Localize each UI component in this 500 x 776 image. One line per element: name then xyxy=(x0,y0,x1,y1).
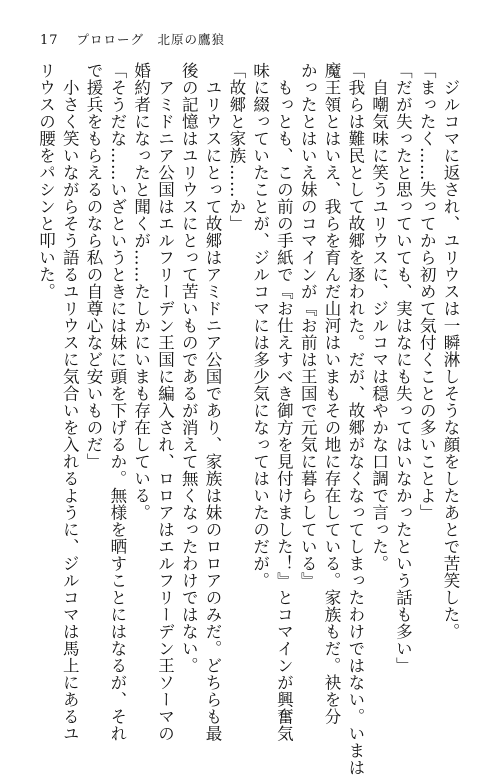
text-line: 「だが失ったと思っていても、実はなにも失ってはいなかったという話も多い」 xyxy=(393,62,413,674)
text-line: 魔王領とはいえ、我らを育んだ山河はいまもその地に存在している。家族もだ。袂を分 xyxy=(322,62,342,725)
section-title: プロローグ 北原の鷹狼 xyxy=(76,32,226,47)
text-line: 「そうだな……いざというときには妹に頭を下げるか。無様を晒すことにはなるが、それ xyxy=(107,62,127,742)
text-line: 後の記憶はユリウスにとって苦いものであるが消えて無くなったわけではない。 xyxy=(179,62,199,674)
page-header xyxy=(40,30,225,48)
text-line: 味に綴っていたことが、ジルコマには多少気になってはいたのだが。 xyxy=(250,62,270,589)
text-line: 小さく笑いながらそう語るユリウスに気合いを入れるように、ジルコマは馬上にあるユ xyxy=(60,62,80,742)
text-line: で援兵をもらえるのなら私の自尊心など安いものだ」 xyxy=(84,62,104,470)
page-number: 17 xyxy=(40,33,59,48)
text-line: ユリウスにとって故郷はアミドニア公国であり、家族は妹のロロアのみだ。どちらも最 xyxy=(203,62,223,742)
text-line: もっとも、この前の手紙で『お仕えすべき御方を見付けました！』とコマインが興奮気 xyxy=(274,62,294,742)
text-line: 「我らは難民として故郷を逐われた。だが、故郷がなくなってしまったわけではない。いまは xyxy=(345,62,365,776)
text-line: リウスの腰をパシンと叩いた。 xyxy=(36,62,56,300)
text-line: 「故郷と家族……か」 xyxy=(226,62,246,232)
text-line: かったとはいえ妹のコマインが『お前は王国で元気に暮らしている』 xyxy=(298,62,318,589)
text-line: 自嘲気味に笑うユリウスに、ジルコマは穏やかな口調で言った。 xyxy=(369,62,389,572)
body-text xyxy=(36,62,462,776)
text-line: アミドニア公国はエルフリーデン王国に編入され、ロロアはエルフリーデン王ソーマの xyxy=(155,62,175,742)
text-line: 「まったく……失ってから初めて気付くことの多いことよ」 xyxy=(417,62,437,521)
text-line: ジルコマに返され、ユリウスは一瞬淋しそうな顔をしたあとで苦笑した。 xyxy=(441,62,460,640)
text-line: 婚約者になったと聞くが……たしかにいまも存在している。 xyxy=(131,62,151,521)
